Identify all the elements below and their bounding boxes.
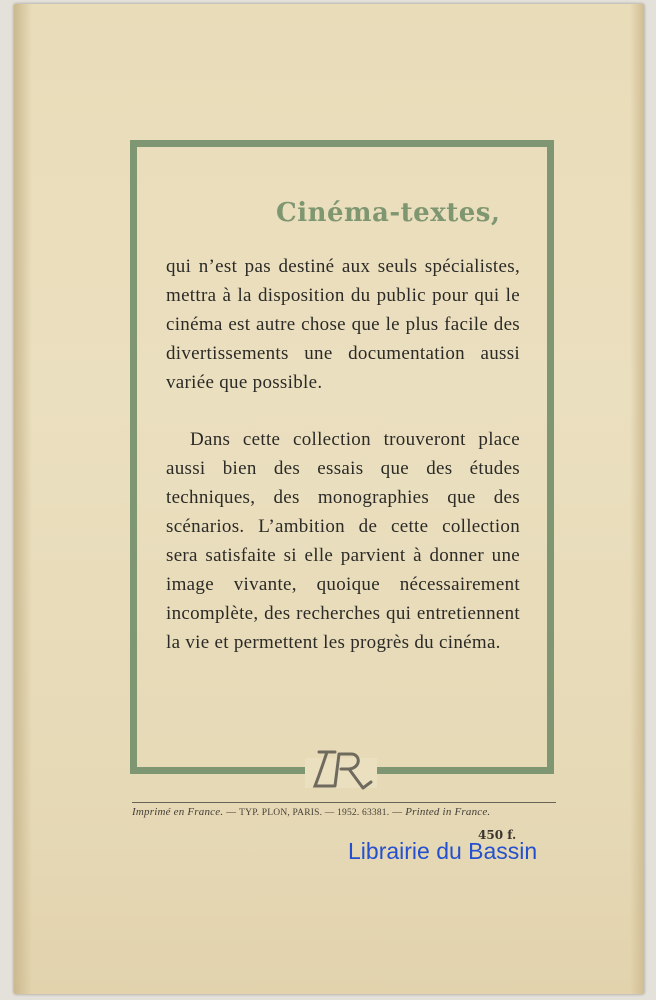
publisher-logo-mark	[305, 744, 379, 794]
imprint-line	[132, 802, 556, 818]
collection-title: Cinéma-textes,	[276, 198, 501, 228]
imprint-printer: TYP. PLON, PARIS. — 1952. 63381.	[239, 808, 390, 818]
description-paragraph-2: Dans cette collection trouveront place aussi bien des essais que des études techniques, des monographies que des scénarios. L’ambition de cette collection sera satisfaite si elle parvient à donner une image vivante, quoique nécessairement incomplète, des recherches qui entretiennent la vie et permettent les progrès du cinéma.	[166, 429, 520, 653]
imprint-left: Imprimé en France. —	[132, 806, 237, 818]
imprint-right: — Printed in France.	[392, 806, 491, 818]
seller-watermark: Librairie du Bassin	[348, 838, 538, 864]
description-paragraph-1: qui n’est pas destiné aux seuls spécialistes, mettra à la disposition du public pour qui le cinéma est autre chose que le plus facile des divertissements une documentation aussi variée que possible.	[166, 256, 520, 393]
price-label: 450 f.	[478, 828, 517, 842]
publisher-logo	[305, 744, 379, 794]
